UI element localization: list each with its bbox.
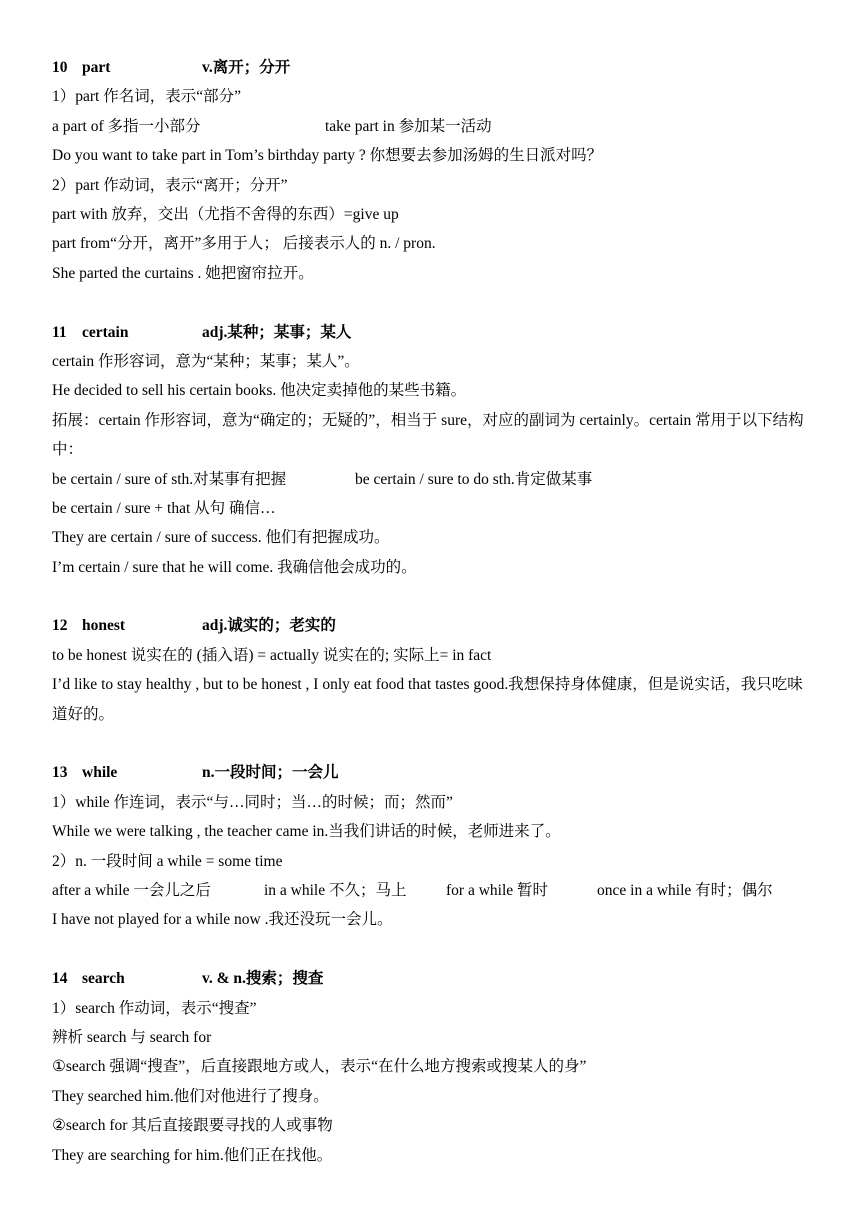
entry-number: 13 [52,764,68,782]
entry-line: I’d like to stay healthy , but to be honest , I only eat food that tastes good.我想保持身体健康，但是说实话，我只吃味道好的。 [52,676,803,723]
document-page [52,53,812,1170]
entry-word: while [82,764,118,782]
entry-heading [52,758,812,787]
entry-definition: n.一段时间；一会儿 [202,764,339,782]
entry-line: He decided to sell his certain books. 他决定卖掉他的某些书籍。 [52,382,467,400]
spacer [52,582,812,611]
entry-line: certain 作形容词，意为“某种；某事；某人”。 [52,352,360,370]
entry-line: 2）part 作动词，表示“离开；分开” [52,176,288,194]
entry-heading [52,611,812,640]
entry-word: search [82,970,125,988]
phrase: a part of 多指一小部分 [52,117,201,135]
entry-heading [52,53,812,82]
entry-line: 辨析 search 与 search for [52,1028,212,1046]
entry-line: 1）search 作动词，表示“搜查” [52,999,257,1017]
entry-line: I have not played for a while now .我还没玩一会儿。 [52,911,393,929]
phrase: be certain / sure of sth.对某事有把握 [52,470,287,488]
entry-definition: adj.某种；某事；某人 [202,323,352,341]
entry-line: 1）part 作名词，表示“部分” [52,88,241,106]
phrase: for a while 暂时 [446,882,549,899]
entry-definition: v.离开；分开 [202,59,291,76]
entry-line [52,876,812,905]
entry-definition: adj.诚实的；老实的 [202,617,336,635]
entry-line: Do you want to take part in Tom’s birthday party ? 你想要去参加汤姆的生日派对吗？ [52,147,603,165]
entry-number: 11 [52,323,67,341]
phrase: take part in 参加某一活动 [325,117,492,135]
phrase: after a while 一会儿之后 [52,882,211,899]
entry-number: 14 [52,970,68,988]
entry-line: They searched him.他们对他进行了搜身。 [52,1087,329,1105]
entry-word: certain [82,323,129,341]
spacer [52,729,812,758]
spacer [52,935,812,964]
entry-heading [52,318,812,347]
entry-line: They are certain / sure of success. 他们有把握成功。 [52,529,390,547]
entry-line [52,112,812,141]
entry-line: ①search 强调“搜查”，后直接跟地方或人，表示“在什么地方搜索或搜某人的身” [52,1058,587,1076]
phrase: be certain / sure to do sth.肯定做某事 [355,470,593,488]
entry-number: 12 [52,617,68,635]
entry-number: 10 [52,59,68,76]
entry-line: part from“分开，离开”多用于人； 后接表示人的 n. / pron. [52,235,436,253]
entry-line: to be honest 说实在的 (插入语) = actually 说实在的; 实际上= in fact [52,646,492,664]
entry-word: part [82,59,111,76]
entry-word: honest [82,617,126,635]
entry-line [52,465,812,494]
entry-line: She parted the curtains . 她把窗帘拉开。 [52,264,314,282]
entry-line: be certain / sure + that 从句 确信… [52,499,276,517]
entry-line: part with 放弃，交出（尤指不舍得的东西）=give up [52,205,399,223]
entry-line: They are searching for him.他们正在找他。 [52,1146,333,1164]
entry-line: 拓展：certain 作形容词，意为“确定的；无疑的”，相当于 sure，对应的副词为 certainly。certain 常用于以下结构中： [52,411,804,459]
entry-line: While we were talking , the teacher came in.当我们讲话的时候，老师进来了。 [52,823,561,841]
entry-line: I’m certain / sure that he will come. 我确信他会成功的。 [52,558,417,576]
phrase: in a while 不久；马上 [264,882,407,899]
entry-line: 2）n. 一段时间 a while = some time [52,852,283,870]
phrase: once in a while 有时；偶尔 [597,882,773,899]
spacer [52,288,812,317]
entry-definition: v. & n.搜索；搜查 [202,970,324,988]
entry-line: 1）while 作连词，表示“与…同时；当…的时候；而；然而” [52,793,453,811]
entry-heading [52,964,812,993]
entry-line: ②search for 其后直接跟要寻找的人或事物 [52,1117,333,1135]
